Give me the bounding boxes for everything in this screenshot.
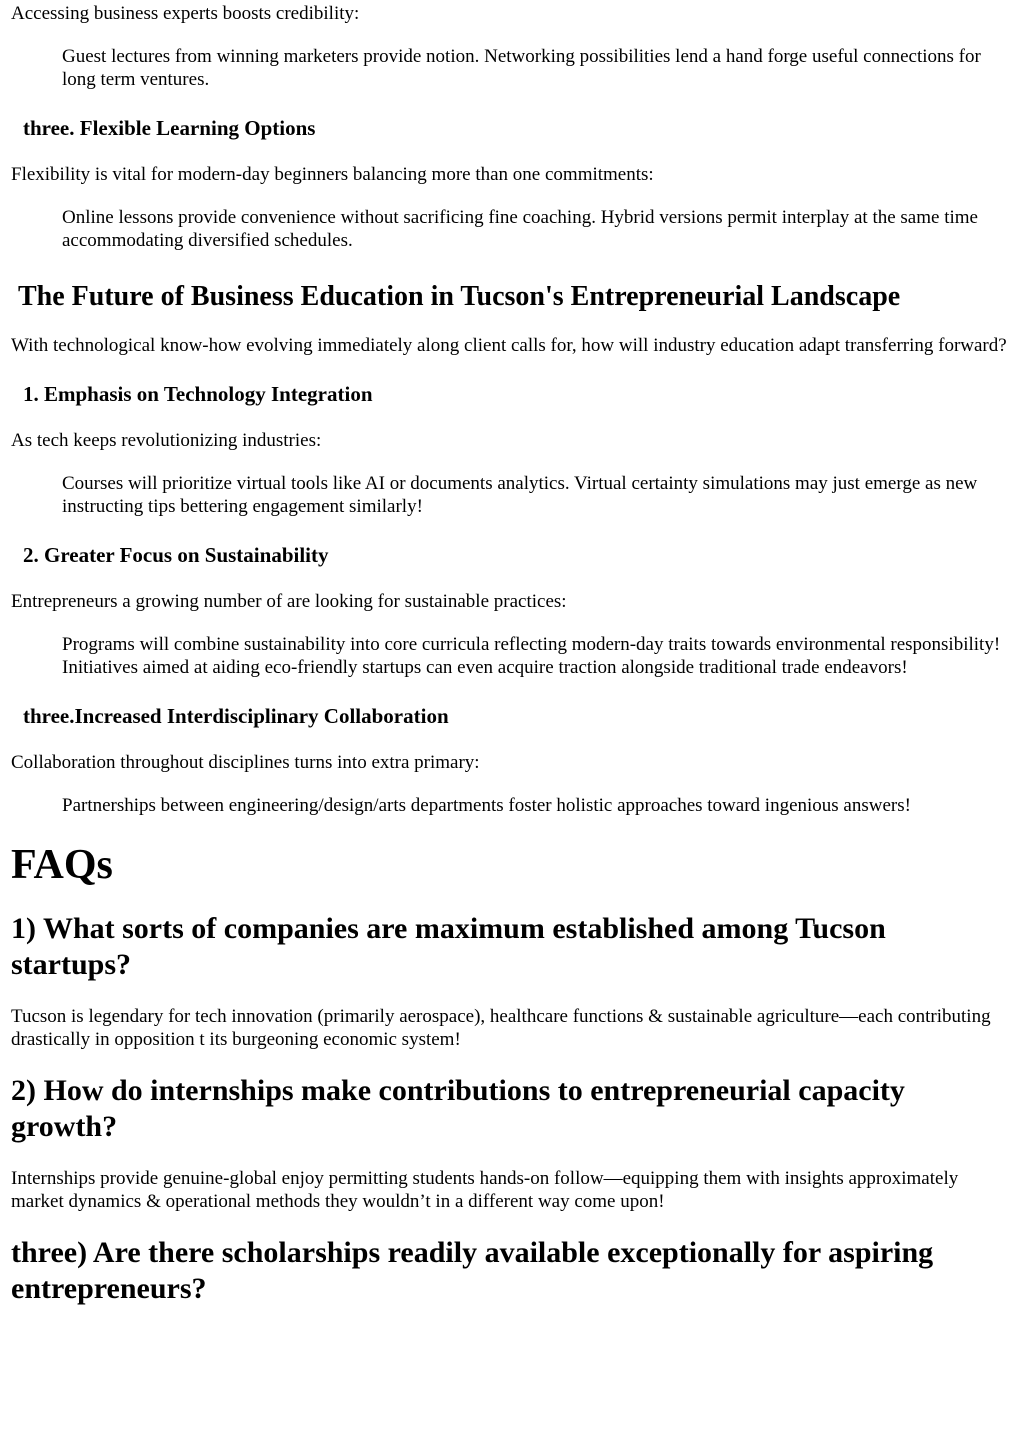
paragraph-collaboration: Collaboration throughout disciplines turns into extra primary: bbox=[11, 752, 480, 773]
faq-question-3: three) Are there scholarships readily available exceptionally for aspiring entrepreneurs? bbox=[11, 1236, 934, 1305]
blockquote-courses: Courses will prioritize virtual tools like AI or documents analytics. Virtual certainty simulations may just emerge as new instructing tips bettering engagement similarly! bbox=[62, 473, 978, 517]
paragraph-entrepreneurs-sustainable: Entrepreneurs a growing number of are looking for sustainable practices: bbox=[11, 591, 567, 612]
heading-interdisciplinary: three.Increased Interdisciplinary Collaboration bbox=[23, 704, 449, 728]
faq-answer-2: Internships provide genuine-global enjoy permitting students hands-on follow—equipping them with insights approximately market dynamics & operational methods they wouldn’t in a different way come upon! bbox=[11, 1168, 959, 1212]
faq-answer-1: Tucson is legendary for tech innovation (primarily aerospace), healthcare functions & sustainable agriculture—each contributing drastically in opposition t its burgeoning economic system! bbox=[11, 1006, 991, 1050]
heading-flexible-learning: three. Flexible Learning Options bbox=[23, 116, 316, 140]
heading-sustainability: 2. Greater Focus on Sustainability bbox=[23, 543, 329, 567]
heading-future-business-education: The Future of Business Education in Tucson's Entrepreneurial Landscape bbox=[18, 281, 901, 312]
heading-technology-integration: 1. Emphasis on Technology Integration bbox=[23, 382, 373, 406]
paragraph-technology-evolving: With technological know-how evolving immediately along client calls for, how will industry education adapt transferring forward? bbox=[11, 335, 1007, 356]
blockquote-guest-lectures: Guest lectures from winning marketers provide notion. Networking possibilities lend a hand forge useful connections for long term ventures. bbox=[62, 46, 981, 90]
paragraph-accessing-experts: Accessing business experts boosts credibility: bbox=[11, 3, 360, 24]
faq-question-1: 1) What sorts of companies are maximum established among Tucson startups? bbox=[11, 912, 886, 981]
blockquote-programs: Programs will combine sustainability into core curricula reflecting modern-day traits towards environmental responsibility! Initiatives aimed at aiding eco-friendly startups can even acquire traction alongside traditional trade endeavors! bbox=[62, 634, 1001, 678]
blockquote-online-lessons: Online lessons provide convenience without sacrificing fine coaching. Hybrid versions permit interplay at the same time accommodating diversified schedules. bbox=[62, 207, 978, 251]
article-page bbox=[0, 2, 1024, 1446]
paragraph-tech-revolution: As tech keeps revolutionizing industries: bbox=[11, 430, 322, 451]
blockquote-partnerships: Partnerships between engineering/design/arts departments foster holistic approaches toward ingenious answers! bbox=[62, 795, 911, 816]
paragraph-flexibility: Flexibility is vital for modern-day beginners balancing more than one commitments: bbox=[11, 164, 654, 185]
faq-question-2: 2) How do internships make contributions to entrepreneurial capacity growth? bbox=[11, 1074, 905, 1143]
heading-faqs: FAQs bbox=[11, 842, 113, 888]
